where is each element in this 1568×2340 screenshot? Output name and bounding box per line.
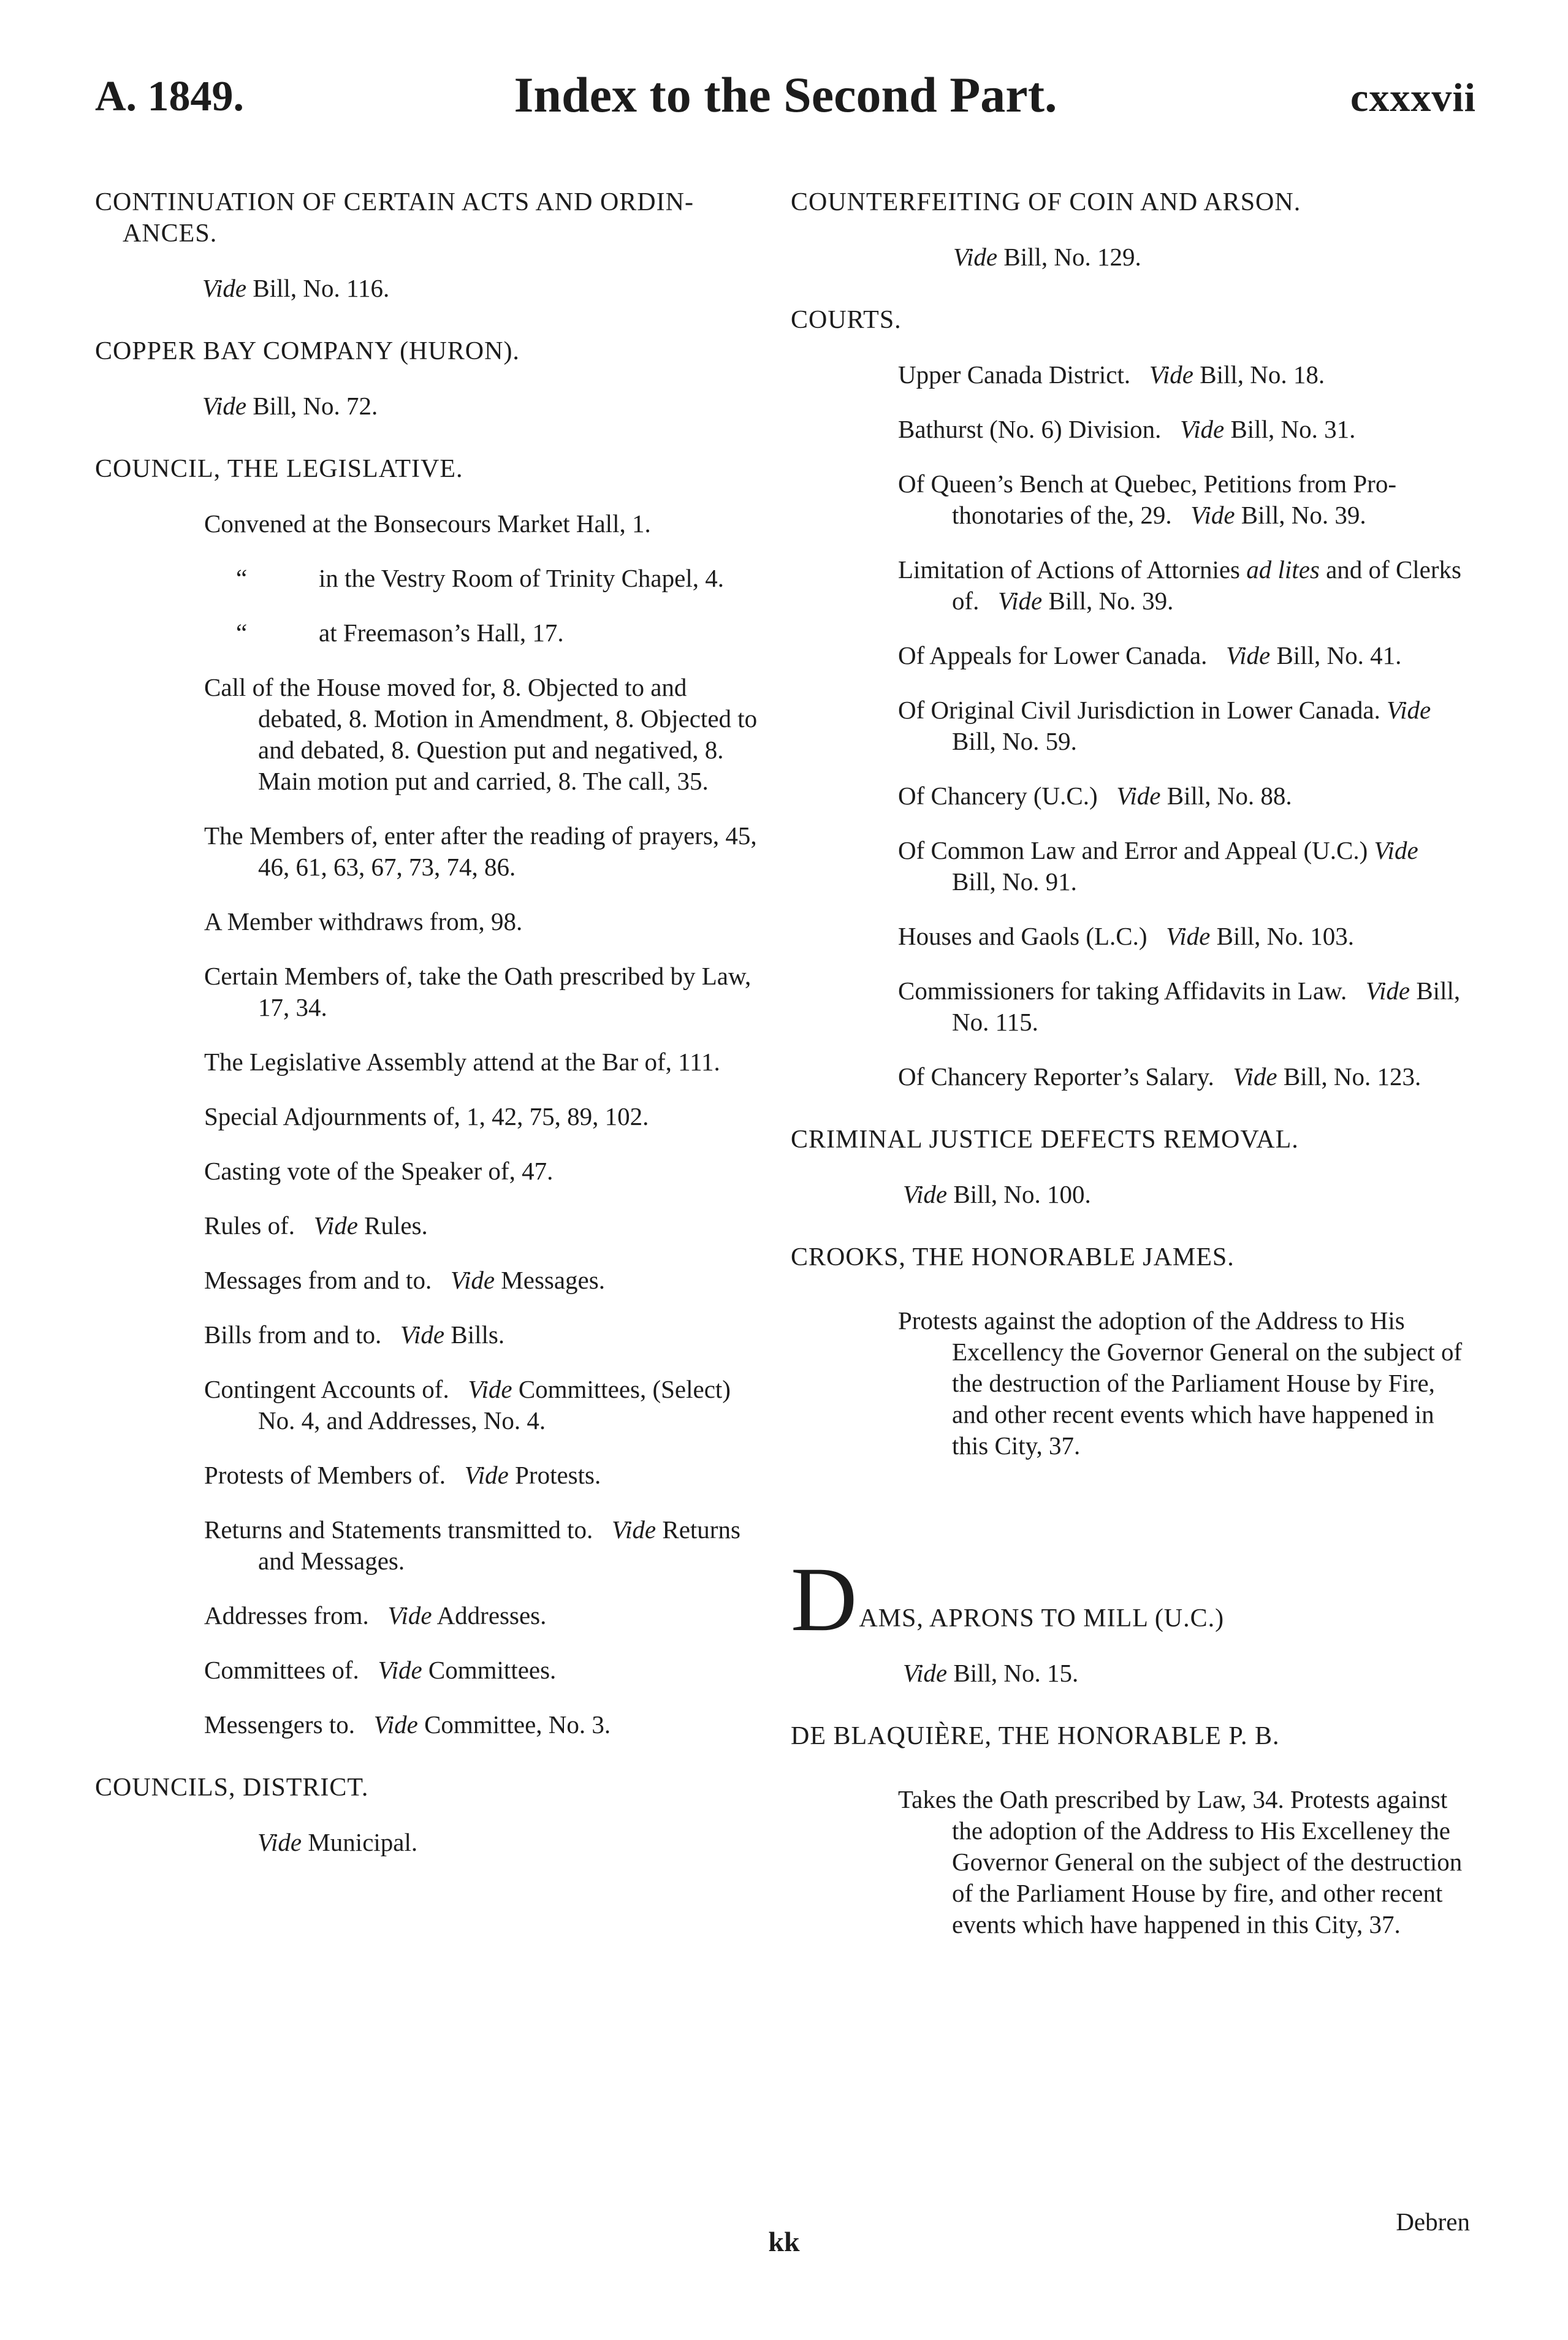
entry-ditto-freemason: “ at Freemason’s Hall, 17.: [236, 619, 564, 647]
courts-item: Of Chancery (U.C.) Vide Bill, No. 88.: [898, 782, 1292, 810]
entry-messengers: Messengers to. Vide Committee, No. 3.: [204, 1710, 611, 1739]
entry-ditto-vestry: “ in the Vestry Room of Trinity Chapel, 4.: [236, 564, 724, 592]
left-column: [95, 187, 772, 1858]
entry-call-of-house: Call of the House moved for, 8. Objected to and debated, 8. Motion in Amendment, 8. Objected to and debated, 8. Question put and negatived, 8. Main motion put and carried, 8. The call, 35.: [204, 673, 758, 795]
heading-copper-bay: COPPER BAY COMPANY (HURON).: [95, 337, 520, 365]
entry-casting-vote: Casting vote of the Speaker of, 47.: [204, 1157, 554, 1185]
heading-councils-district: COUNCILS, DISTRICT.: [95, 1774, 369, 1802]
courts-item: Of Original Civil Jurisdiction in Lower Canada. Vide Bill, No. 59.: [898, 696, 1431, 755]
heading-counterfeiting: COUNTERFEITING OF COIN AND ARSON.: [791, 188, 1301, 216]
heading-de-blaquiere: DE BLAQUIÈRE, THE HONORABLE P. B.: [791, 1722, 1280, 1750]
heading-dams: DAMS, APRONS TO MILL (U.C.): [791, 1549, 1225, 1650]
entry-de-blaquiere: Takes the Oath prescribed by Law, 34. Protests against the adoption of the Address to His Excelleney the Governor General on the subject of the destruction of the Parliament House by fire, and other recent events which have happened in this City, 37.: [898, 1785, 1463, 1938]
courts-item: Of Chancery Reporter’s Salary. Vide Bill, No. 123.: [898, 1062, 1421, 1091]
ref-counterfeiting: Vide Bill, No. 129.: [953, 243, 1141, 271]
dropcap: D: [791, 1549, 858, 1650]
ref-continuation: Vide Bill, No. 116.: [202, 274, 390, 302]
entry-bills: Bills from and to. Vide Bills.: [204, 1321, 505, 1349]
courts-item: Limitation of Actions of Attornies ad lites and of Clerks of. Vide Bill, No. 39.: [898, 555, 1461, 615]
heading-criminal-justice: CRIMINAL JUSTICE DEFECTS REMOVAL.: [791, 1126, 1299, 1154]
page-header: [95, 66, 1476, 140]
signature-mark: kk: [768, 2226, 800, 2257]
header-title: Index to the Second Part.: [514, 67, 1057, 123]
heading-council-legislative: COUNCIL, THE LEGISLATIVE.: [95, 455, 463, 483]
right-column: [791, 187, 1468, 1940]
header-year: A. 1849.: [95, 73, 245, 120]
entry-rules: Rules of. Vide Rules.: [204, 1211, 428, 1240]
courts-item: Of Appeals for Lower Canada. Vide Bill, No. 41.: [898, 641, 1402, 669]
entry-messages: Messages from and to. Vide Messages.: [204, 1266, 605, 1294]
heading-courts: COURTS.: [791, 306, 902, 334]
ref-dams: Vide Bill, No. 15.: [903, 1659, 1079, 1687]
entry-oath: Certain Members of, take the Oath prescribed by Law, 17, 34.: [204, 962, 752, 1021]
entry-convened: Convened at the Bonsecours Market Hall, 1.: [204, 509, 651, 538]
entry-assembly-attend: The Legislative Assembly attend at the Bar of, 111.: [204, 1048, 720, 1076]
heading-continuation: CONTINUATION OF CERTAIN ACTS AND ORDINANCES.: [95, 188, 693, 248]
ref-criminal-justice: Vide Bill, No. 100.: [903, 1180, 1091, 1208]
header-page-number: cxxxvii: [1350, 75, 1476, 120]
courts-item: Of Queen’s Bench at Quebec, Petitions from Prothonotaries of the, 29. Vide Bill, No. 39.: [898, 470, 1396, 529]
ref-councils-district: Vide Municipal.: [257, 1828, 418, 1856]
courts-item: Upper Canada District. Vide Bill, No. 18.: [898, 360, 1325, 389]
entry-returns: Returns and Statements transmitted to. Vide Returns and Messages.: [204, 1515, 740, 1575]
courts-item: Houses and Gaols (L.C.) Vide Bill, No. 103.: [898, 922, 1355, 950]
courts-item: Bathurst (No. 6) Division. Vide Bill, No. 31.: [898, 415, 1356, 443]
entry-member-withdraws: A Member withdraws from, 98.: [204, 907, 523, 936]
courts-item: Of Common Law and Error and Appeal (U.C.) Vide Bill, No. 91.: [898, 836, 1418, 896]
entry-protests: Protests of Members of. Vide Protests.: [204, 1461, 601, 1489]
courts-item: Commissioners for taking Affidavits in Law. Vide Bill, No. 115.: [898, 977, 1461, 1036]
entry-addresses: Addresses from. Vide Addresses.: [204, 1601, 547, 1629]
entry-contingent-accounts: Contingent Accounts of. Vide Committees, (Select) No. 4, and Addresses, No. 4.: [204, 1375, 731, 1435]
entry-adjournments: Special Adjournments of, 1, 42, 75, 89, 102.: [204, 1102, 649, 1130]
catchword: Debren: [1396, 2208, 1470, 2236]
entry-members-enter: The Members of, enter after the reading of prayers, 45, 46, 61, 63, 67, 73, 74, 86.: [204, 821, 757, 881]
entry-crooks-protests: Protests against the adoption of the Address to His Excellency the Governor General on the subject of the destruction of the Parliament House by Fire, and other recent events which have happened in this City, 37.: [898, 1306, 1463, 1460]
heading-crooks: CROOKS, THE HONORABLE JAMES.: [791, 1243, 1235, 1271]
entry-committees: Committees of. Vide Committees.: [204, 1656, 557, 1684]
ref-copper-bay: Vide Bill, No. 72.: [202, 392, 378, 420]
